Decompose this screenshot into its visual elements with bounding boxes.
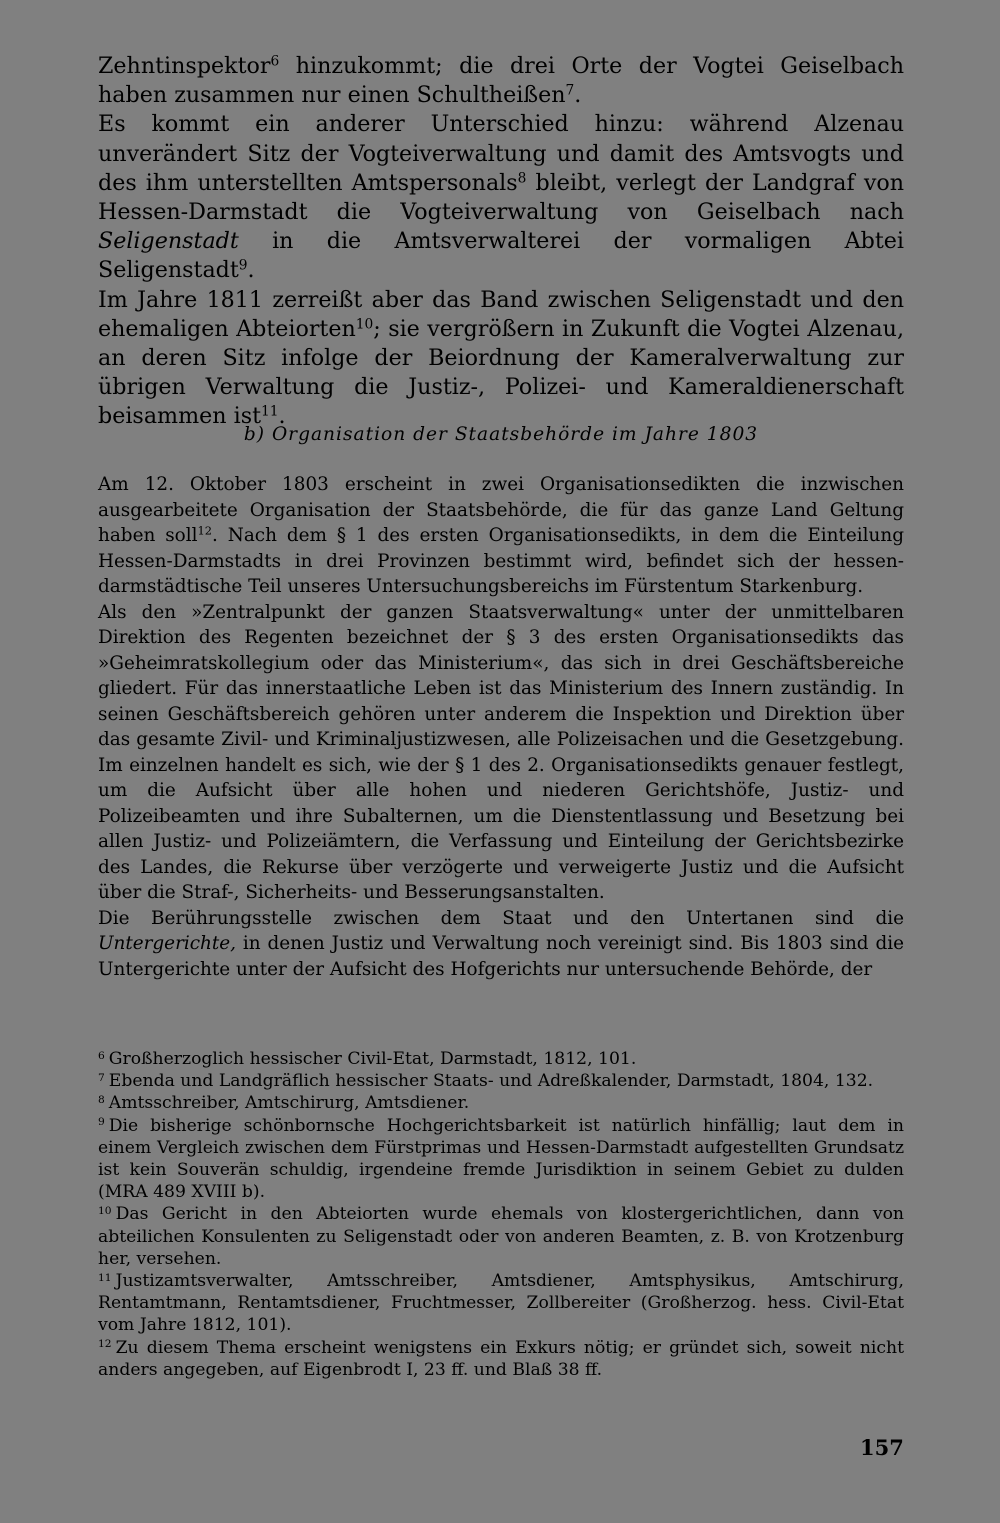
- text-column: [98, 52, 905, 1380]
- paragraph: Es kommt ein anderer Unterschied hinzu: während Alzenau unverändert Sitz der Vogteiverwaltung und damit des Amtsvogts und des ihm unterstellten Amtspersonals$^8$ bleibt, verlegt der Landgraf von Hessen-Darmstadt die Vogteiverwaltung von Geiselbach nach Seligenstadt in die Amtsverwalterei der vormaligen Abtei Seligenstadt$^9$.: [98, 111, 905, 284]
- section-heading: b) Organisation der Staatsbehörde im Jahre 1803: [243, 424, 759, 445]
- page-number: 157: [860, 1435, 904, 1460]
- paragraph: Im Jahre 1811 zerreißt aber das Band zwischen Seligenstadt und den ehemaligen Abteiorten$^{10}$; sie vergrößern in Zukunft die Vogtei Alzenau, an deren Sitz infolge der Beiordnung der Kameralverwaltung zur übrigen Verwaltung die Justiz-, Polizei- und Kameraldienerschaft beisammen ist$^{11}$.: [98, 286, 905, 430]
- footnote-ref: 12: [197, 523, 212, 538]
- footnote-ref: 8: [517, 170, 527, 187]
- footnote-ref: 9: [238, 257, 248, 274]
- italic-term: Seligenstadt: [98, 228, 239, 255]
- footnote: $^{10}$ Das Gericht in den Abteiorten wurde ehemals von klostergerichtlichen, dann von abteilichen Konsulenten zu Seligenstadt oder von anderen Beamten, z. B. von Krotzenburg her, versehen.: [98, 1204, 904, 1269]
- paragraph: Als den »Zentralpunkt der ganzen Staatsverwaltung« unter der unmittelbaren Direktion des Regenten bezeichnet der § 3 des ersten Organisationsedikts das »Geheimratskollegium oder das Ministerium«, das sich in drei Geschäftsbereiche gliedert. Für das innerstaatliche Leben ist das Ministerium des Innern zuständig. In seinen Geschäftsbereich gehören unter anderem die Inspektion und Direktion über das gesamte Zivil- und Kriminaljustizwesen, alle Polizeisachen und die Gesetzgebung. Im einzelnen handelt es sich, wie der § 1 des 2. Organisationsedikts genauer festlegt, um die Aufsicht über alle hohen und niederen Gerichtshöfe, Justiz- und Polizeibeamten und ihre Subalternen, um die Dienstentlassung und Besetzung bei allen Justiz- und Polizeiämtern, die Verfassung und Einteilung der Gerichtsbezirke des Landes, die Rekurse über verzögerte und verweigerte Justiz und die Aufsicht über die Straf-, Sicherheits- und Besserungsanstalten.: [98, 601, 904, 903]
- section-body: [98, 472, 904, 982]
- footnote: $^6$ Großherzoglich hessischer Civil-Etat, Darmstadt, 1812, 101.: [98, 1048, 637, 1069]
- footnote-ref: 6: [270, 53, 280, 70]
- footnote: $^{12}$ Zu diesem Thema erscheint wenigstens ein Exkurs nötig; er gründet sich, soweit nicht anders angegeben, auf Eigenbrodt I, 23 ff. und Blaß 38 ff.: [98, 1337, 904, 1380]
- paragraph: Zehntinspektor$^6$ hinzukommt; die drei Orte der Vogtei Geiselbach haben zusammen nur einen Schultheißen$^7$.: [98, 53, 904, 109]
- footnotes: [98, 1048, 904, 1381]
- footnote: $^8$ Amtsschreiber, Amtschirurg, Amtsdiener.: [98, 1093, 470, 1114]
- footnote-ref: 7: [565, 82, 575, 99]
- footnote-ref: 11: [261, 403, 279, 420]
- paragraph: Am 12. Oktober 1803 erscheint in zwei Organisationsedikten die inzwischen ausgearbeitete Organisation der Staatsbehörde, die für das ganze Land Geltung haben soll$^{12}$. Nach dem § 1 des ersten Organisationsedikts, in dem die Einteilung Hessen-Darmstadts in drei Provinzen bestimmt wird, befindet sich der hessen-darmstädtische Teil unseres Untersuchungsbereichs im Fürstentum Starkenburg.: [98, 474, 904, 597]
- paragraph: Die Berührungsstelle zwischen dem Staat und den Untertanen sind die Untergerichte, in denen Justiz und Verwaltung noch vereinigt sind. Bis 1803 sind die Untergerichte unter der Aufsicht des Hofgerichts nur untersuchende Behörde, der: [98, 907, 904, 980]
- footnote: $^{11}$ Justizamtsverwalter, Amtsschreiber, Amtsdiener, Amtsphysikus, Amtschirurg, Rentamtmann, Rentamtsdiener, Fruchtmesser, Zollbereiter (Großherzog. hess. Civil-Etat vom Jahre 1812, 101).: [98, 1270, 904, 1336]
- footnote-ref: 10: [355, 316, 374, 333]
- footnote: $^7$ Ebenda und Landgräflich hessischer Staats- und Adreßkalender, Darmstadt, 1804, 132.: [98, 1070, 874, 1092]
- italic-term: Untergerichte,: [98, 933, 237, 954]
- footnote: $^9$ Die bisherige schönbornsche Hochgerichtsbarkeit ist natürlich hinfällig; laut dem in einem Vergleich zwischen dem Fürstprimas und Hessen-Darmstadt aufgestellten Grundsatz ist kein Souverän schuldig, irgendeine fremde Jurisdiktion in seinem Gebiet zu dulden (MRA 489 XVIII b).: [98, 1115, 904, 1203]
